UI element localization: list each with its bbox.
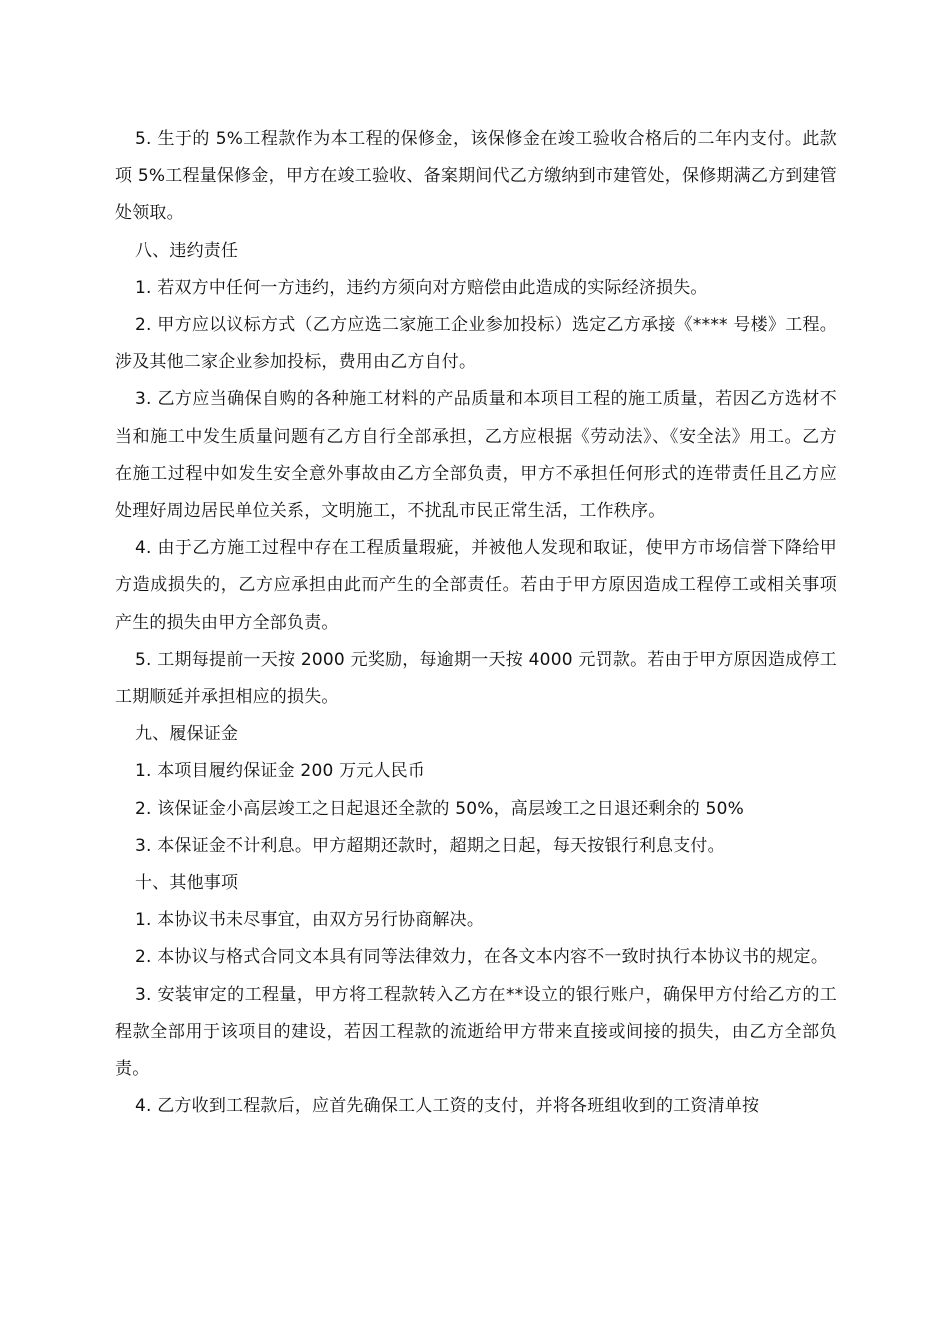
paragraph-other-4: 4. 乙方收到工程款后，应首先确保工人工资的支付，并将各班组收到的工资清单按 bbox=[135, 1096, 760, 1117]
paragraph-breach-1: 1. 若双方中任何一方违约，违约方须向对方赔偿由此造成的实际经济损失。 bbox=[135, 277, 708, 298]
paragraph-other-2: 2. 本协议与格式合同文本具有同等法律效力，在各文本内容不一致时执行本协议书的规定。 bbox=[135, 947, 829, 968]
paragraph-bond-1: 1. 本项目履约保证金 200 万元人民币 bbox=[135, 761, 426, 782]
paragraph-warranty-deposit: 5. 生于的 5%工程款作为本工程的保修金，该保修金在竣工验收合格后的二年内支付。此款项 5%工程量保修金，甲方在竣工验收、备案期间代乙方缴纳到市建管处，保修期满乙方到建管处领取。 bbox=[115, 129, 837, 224]
paragraph-breach-5: 5. 工期每提前一天按 2000 元奖励，每逾期一天按 4000 元罚款。若由于甲方原因造成停工工期顺延并承担相应的损失。 bbox=[115, 649, 837, 708]
section-heading-performance-bond: 九、履保证金 bbox=[135, 724, 239, 745]
document-body bbox=[115, 121, 837, 1125]
paragraph-breach-3: 3. 乙方应当确保自购的各种施工材料的产品质量和本项目工程的施工质量，若因乙方选材不当和施工中发生质量问题有乙方自行全部承担，乙方应根据《劳动法》、《安全法》用工。乙方在施工过程中如发生安全意外事故由乙方全部负责，甲方不承担任何形式的连带责任且乙方应处理好周边居民单位关系，文明施工，不扰乱市民正常生活，工作秩序。 bbox=[115, 389, 837, 522]
paragraph-other-1: 1. 本协议书未尽事宜，由双方另行协商解决。 bbox=[135, 910, 485, 931]
section-heading-breach-liability: 八、违约责任 bbox=[135, 240, 239, 261]
paragraph-other-3: 3. 安装审定的工程量，甲方将工程款转入乙方在**设立的银行账户，确保甲方付给乙方的工程款全部用于该项目的建设，若因工程款的流逝给甲方带来直接或间接的损失，由乙方全部负责。 bbox=[115, 984, 837, 1080]
paragraph-bond-3: 3. 本保证金不计利息。甲方超期还款时，超期之日起，每天按银行利息支付。 bbox=[135, 835, 725, 856]
section-heading-other-matters: 十、其他事项 bbox=[135, 873, 239, 894]
paragraph-breach-2: 2. 甲方应以议标方式（乙方应选二家施工企业参加投标）选定乙方承接《**** 号楼》工程。涉及其他二家企业参加投标，费用由乙方自付。 bbox=[115, 315, 837, 373]
paragraph-breach-4: 4. 由于乙方施工过程中存在工程质量瑕疵，并被他人发现和取证，使甲方市场信誉下降给甲方造成损失的，乙方应承担由此而产生的全部责任。若由于甲方原因造成工程停工或相关事项产生的损失由甲方全部负责。 bbox=[115, 538, 837, 633]
paragraph-bond-2: 2. 该保证金小高层竣工之日起退还全款的 50%，高层竣工之日退还剩余的 50% bbox=[135, 798, 744, 819]
